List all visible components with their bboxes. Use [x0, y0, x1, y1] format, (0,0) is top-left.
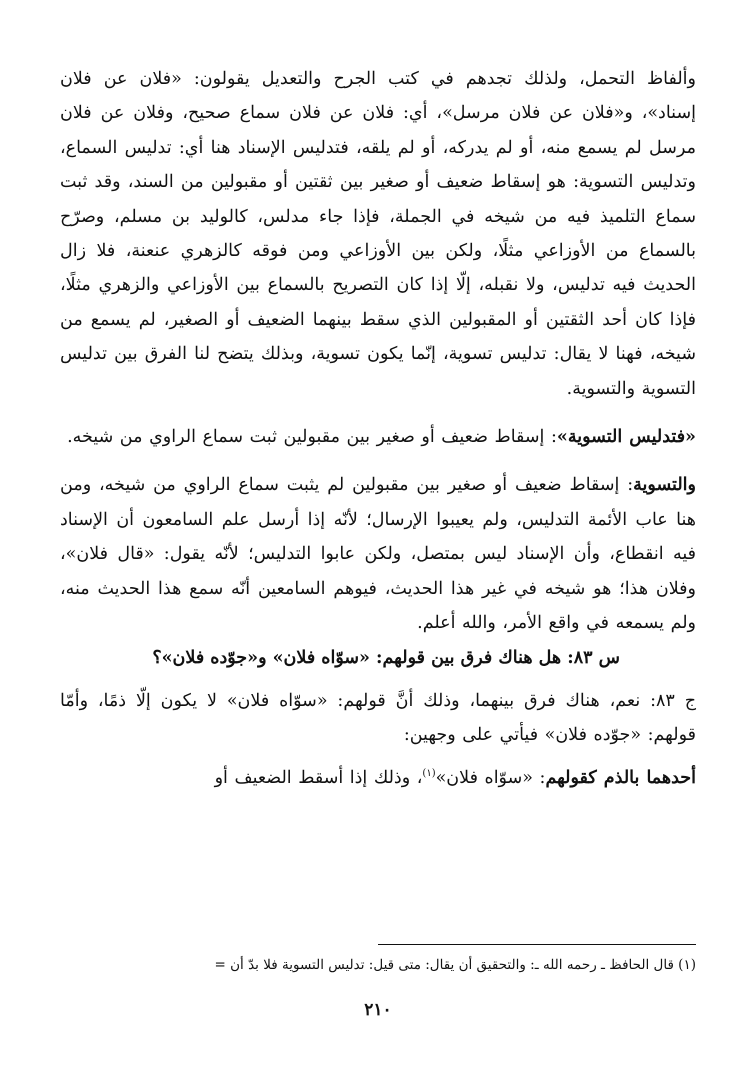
term-first-meaning: أحدهما بالذم كقولهم	[545, 768, 696, 789]
term-tadlis-taswiya: «فتدليس التسوية»	[556, 427, 696, 448]
paragraph-taswiya-definition	[60, 468, 696, 640]
definition-taswiya: : إسقاط ضعيف أو صغير بين مقبولين لم يثبت سماع الراوي من شيخه، ومن هنا عاب الأئمة التدليس، ولم يعيبوا الإرسال؛ لأنّه إذا أرسل علم السامعون أن الإسناد فيه انقطاع، وأن الإسناد ليس بمتصل، ولكن عابوا التدليس؛ لأنّه يقول: «قال فلان»، وفلان هذا؛ هو شيخه في غير هذا الحديث، فيوهم السامعين أنّه سمع هذا الحديث منه، ولم يسمعه في واقع الأمر، والله أعلم.	[60, 475, 696, 634]
first-meaning-quote: : «سوّاه فلان»	[435, 768, 546, 789]
question-83: س ٨٣: هل هناك فرق بين قولهم: «سوّاه فلان» و«جوّده فلان»؟	[152, 647, 620, 668]
term-taswiya: والتسوية	[633, 475, 696, 496]
footnote-reference: (١)	[422, 768, 436, 780]
definition-tadlis-taswiya: : إسقاط ضعيف أو صغير بين مقبولين ثبت سماع الراوي من شيخه.	[67, 427, 557, 448]
footnote: (١) قال الحافظ ـ رحمه الله ـ: والتحقيق أن يقال: متى قيل: تدليس التسوية فلا بدّ أن =	[214, 957, 696, 973]
book-page	[60, 62, 696, 1062]
paragraph-tadlis-isnad: وألفاظ التحمل، ولذلك تجدهم في كتب الجرح والتعديل يقولون: «فلان عن فلان إسناد»، و«فلان عن فلان مرسل»، أي: فلان عن فلان سماع صحيح، وفلان عن فلان مرسل لم يسمع منه، أو لم يدركه، أو لم يلقه، فتدليس الإسناد هنا أي: تدليس السماع، وتدليس التسوية: هو إسقاط ضعيف أو صغير بين ثقتين أو مقبولين من السند، وقد ثبت سماع التلميذ فيه من شيخه في الجملة، فإذا جاء مدلس، كالوليد بن مسلم، وصرّح بالسماع من الأوزاعي مثلًا، ولكن بين الأوزاعي ومن فوقه كالزهري عنعنة، فلا زال الحديث فيه تدليس، ولا نقبله، إلّا إذا كان التصريح بالسماع بين الأوزاعي والزهري مثلًا، فإذا كان أحد الثقتين أو المقبولين الذي سقط بينهما الضعيف أو الصغير، لم يسمع من شيخه، فهنا لا يقال: تدليس تسوية، إنّما يكون تسوية، وبذلك يتضح لنا الفرق بين تدليس التسوية والتسوية.	[60, 69, 696, 399]
page-number: ٢١٠	[364, 1000, 392, 1020]
paragraph-tadlis-taswiya-definition	[60, 420, 696, 454]
footnote-divider	[378, 944, 696, 945]
first-meaning-continuation: ، وذلك إذا أسقط الضعيف أو	[214, 768, 423, 789]
answer-83: ج ٨٣: نعم، هناك فرق بينهما، وذلك أنَّ قولهم: «سوّاه فلان» لا يكون إلّا ذمًا، وأمّا قولهم: «جوّده فلان» فيأتي على وجهين:	[60, 690, 697, 745]
paragraph-first-meaning	[60, 761, 696, 795]
